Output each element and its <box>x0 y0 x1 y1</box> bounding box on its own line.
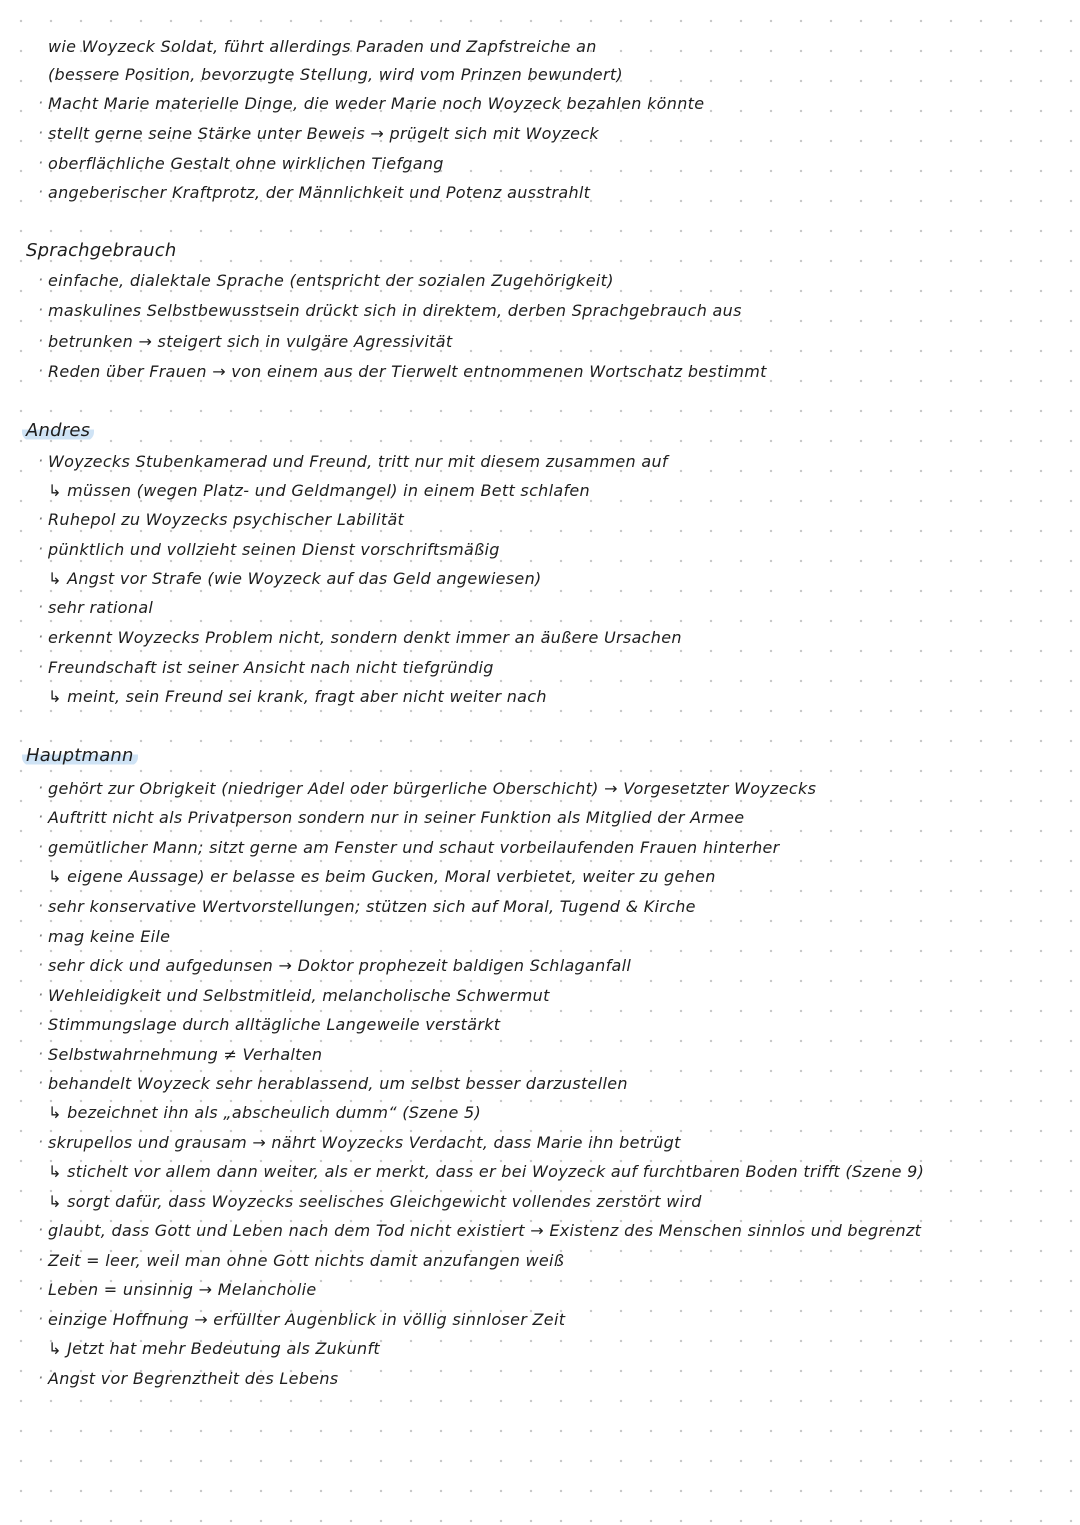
note-line: · angeberischer Kraftprotz, der Männlichkeit und Potenz ausstrahlt <box>48 182 590 204</box>
note-line: · glaubt, dass Gott und Leben nach dem Tod nicht existiert → Existenz des Menschen sinnlos und begrenzt <box>48 1220 921 1242</box>
note-line: ↳ stichelt vor allem dann weiter, als er merkt, dass er bei Woyzeck auf furchtbaren Boden trifft (Szene 9) <box>48 1162 925 1181</box>
note-line: · gemütlicher Mann; sitzt gerne am Fenster und schaut vorbeilaufenden Frauen hinterher <box>48 837 780 859</box>
note-line: · Leben = unsinnig → Melancholie <box>48 1279 317 1301</box>
note-line: · sehr konservative Wertvorstellungen; stützen sich auf Moral, Tugend & Kirche <box>48 896 696 918</box>
note-line: ↳ sorgt dafür, dass Woyzecks seelisches Gleichgewicht vollendes zerstört wird <box>48 1192 702 1211</box>
note-line: · gehört zur Obrigkeit (niedriger Adel oder bürgerliche Oberschicht) → Vorgesetzter Woyzecks <box>48 778 816 800</box>
note-line: ↳ eigene Aussage) er belasse es beim Gucken, Moral verbietet, weiter zu gehen <box>48 867 716 886</box>
note-line: · behandelt Woyzeck sehr herablassend, um selbst besser darzustellen <box>48 1073 628 1095</box>
note-line: · Auftritt nicht als Privatperson sondern nur in seiner Funktion als Mitglied der Armee <box>48 807 744 829</box>
note-line: · Stimmungslage durch alltägliche Langeweile verstärkt <box>48 1014 500 1036</box>
note-line: · erkennt Woyzecks Problem nicht, sondern denkt immer an äußere Ursachen <box>48 627 682 649</box>
note-line: · Selbstwahrnehmung ≠ Verhalten <box>48 1044 322 1066</box>
note-line: · Angst vor Begrenztheit des Lebens <box>48 1368 338 1390</box>
note-line: · Wehleidigkeit und Selbstmitleid, melancholische Schwermut <box>48 985 550 1007</box>
note-line: · maskulines Selbstbewusstsein drückt sich in direktem, derben Sprachgebrauch aus <box>48 300 742 322</box>
note-line: ↳ müssen (wegen Platz- und Geldmangel) in einem Bett schlafen <box>48 481 590 500</box>
section-heading: Andres <box>22 420 94 441</box>
section-heading: Hauptmann <box>22 745 138 766</box>
note-line: · Freundschaft ist seiner Ansicht nach nicht tiefgründig <box>48 657 494 679</box>
note-line: · pünktlich und vollzieht seinen Dienst vorschriftsmäßig <box>48 539 500 561</box>
note-line: · skrupellos und grausam → nährt Woyzecks Verdacht, dass Marie ihn betrügt <box>48 1132 681 1154</box>
note-line: ↳ Angst vor Strafe (wie Woyzeck auf das Geld angewiesen) <box>48 569 542 588</box>
section-heading: Sprachgebrauch <box>26 240 177 261</box>
note-line: (bessere Position, bevorzugte Stellung, wird vom Prinzen bewundert) <box>48 65 623 84</box>
note-line: wie Woyzeck Soldat, führt allerdings Paraden und Zapfstreiche an <box>48 37 597 56</box>
note-line: · betrunken → steigert sich in vulgäre Agressivität <box>48 331 452 353</box>
note-line: · Zeit = leer, weil man ohne Gott nichts damit anzufangen weiß <box>48 1250 564 1272</box>
note-line: · sehr dick und aufgedunsen → Doktor prophezeit baldigen Schlaganfall <box>48 955 631 977</box>
note-line: · Reden über Frauen → von einem aus der Tierwelt entnommenen Wortschatz bestimmt <box>48 361 767 383</box>
note-line: · Ruhepol zu Woyzecks psychischer Labilität <box>48 509 404 531</box>
note-line: · einzige Hoffnung → erfüllter Augenblick in völlig sinnloser Zeit <box>48 1309 565 1331</box>
note-line: · sehr rational <box>48 597 153 619</box>
note-line: ↳ Jetzt hat mehr Bedeutung als Zukunft <box>48 1339 381 1358</box>
note-line: · Macht Marie materielle Dinge, die weder Marie noch Woyzeck bezahlen könnte <box>48 93 704 115</box>
note-line: · oberflächliche Gestalt ohne wirklichen Tiefgang <box>48 153 444 175</box>
note-line: · mag keine Eile <box>48 926 170 948</box>
note-line: ↳ meint, sein Freund sei krank, fragt aber nicht weiter nach <box>48 687 547 706</box>
note-line: · stellt gerne seine Stärke unter Beweis → prügelt sich mit Woyzeck <box>48 123 599 145</box>
note-line: · Woyzecks Stubenkamerad und Freund, tritt nur mit diesem zusammen auf <box>48 451 668 473</box>
note-line: ↳ bezeichnet ihn als „abscheulich dumm“ (Szene 5) <box>48 1103 482 1122</box>
note-line: · einfache, dialektale Sprache (entspricht der sozialen Zugehörigkeit) <box>48 270 614 292</box>
